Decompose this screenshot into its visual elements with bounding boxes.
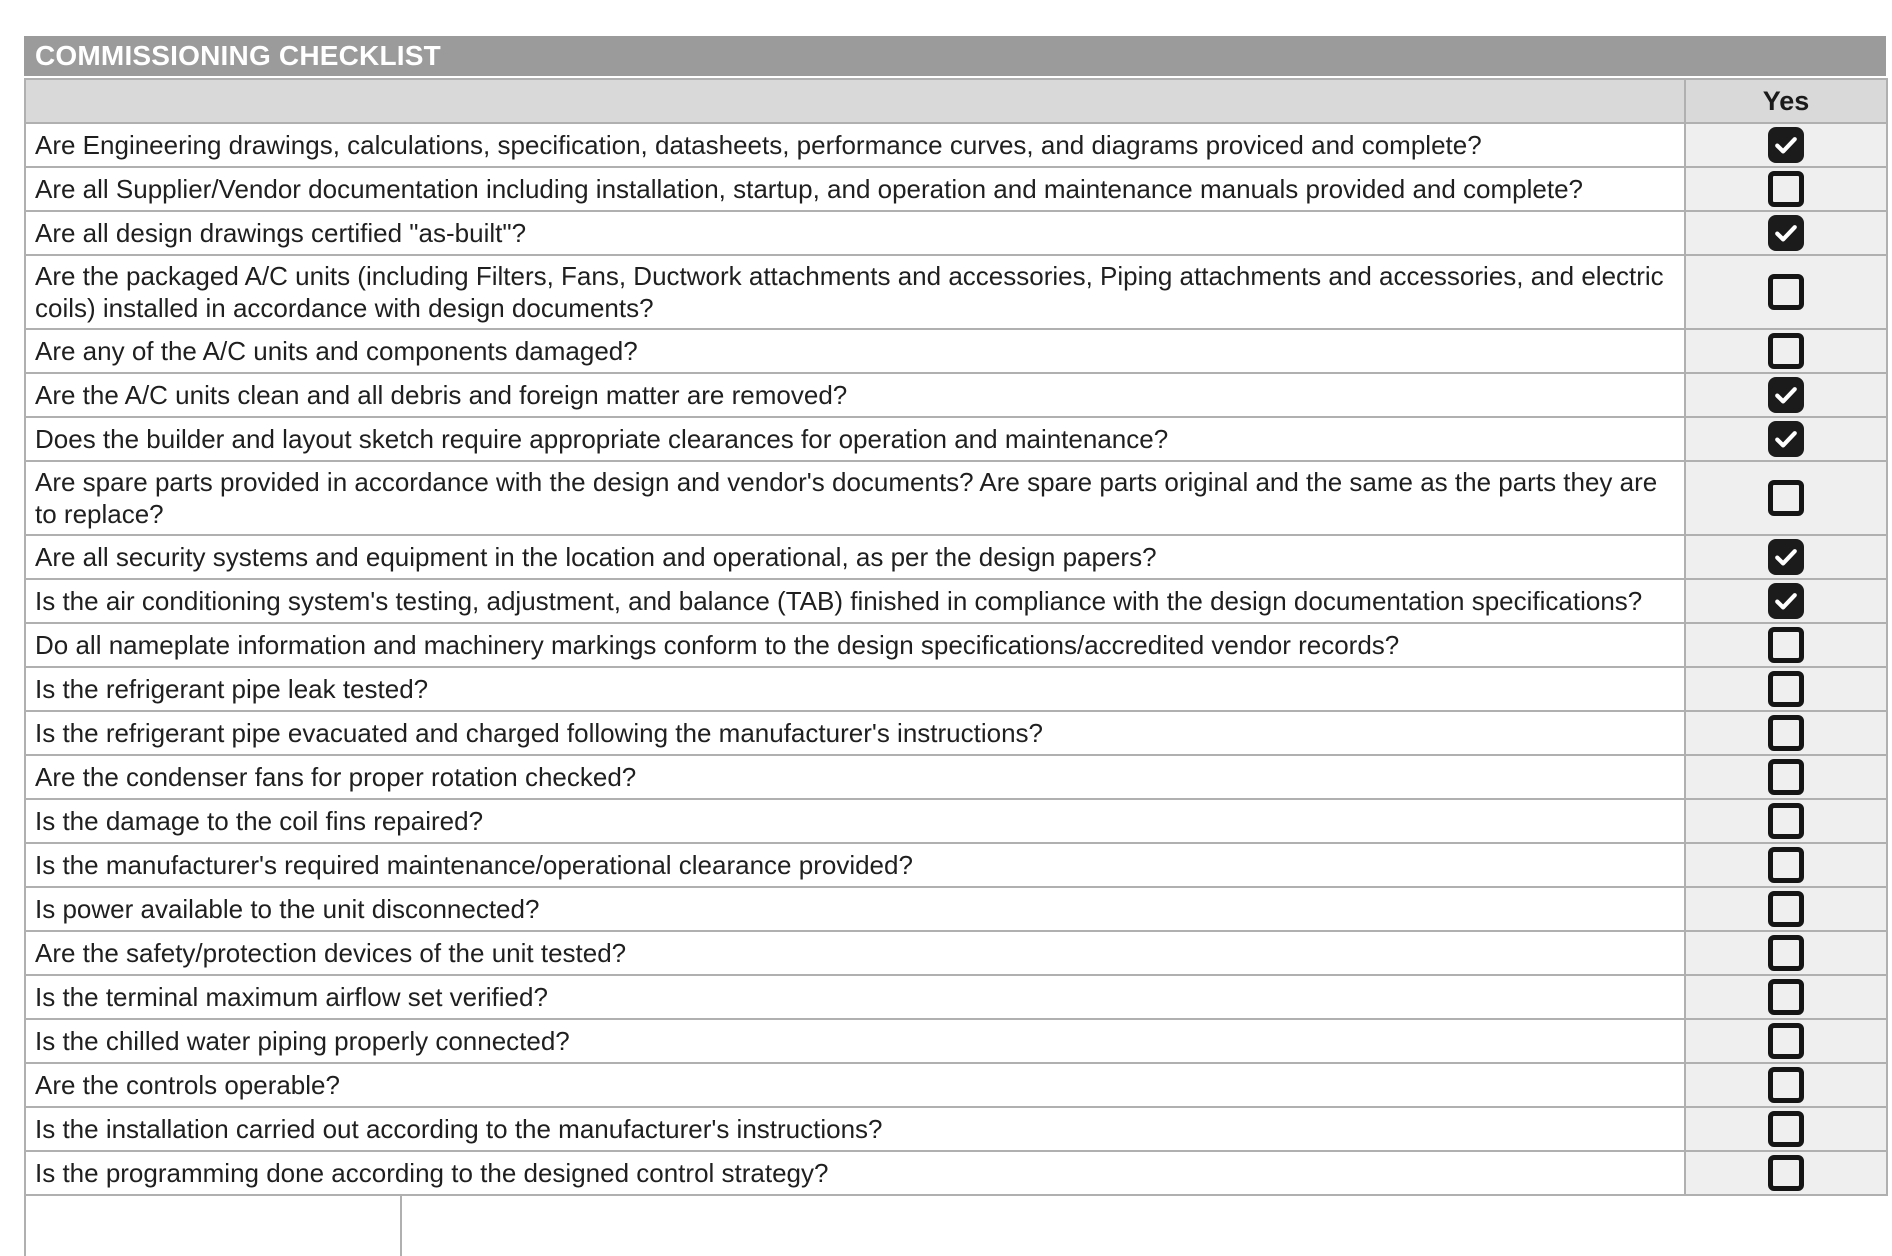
yes-cell: [1685, 535, 1887, 579]
cell-divider: [400, 1196, 402, 1256]
question-cell: Do all nameplate information and machinery markings conform to the design specifications/accredited vendor records?: [25, 623, 1685, 667]
question-cell: Is the programming done according to the designed control strategy?: [25, 1151, 1685, 1195]
checklist-row: [25, 329, 1887, 373]
question-cell: Are the controls operable?: [25, 1063, 1685, 1107]
yes-checkbox[interactable]: [1768, 891, 1804, 927]
yes-cell: [1685, 1107, 1887, 1151]
yes-cell: [1685, 211, 1887, 255]
yes-checkbox[interactable]: [1768, 803, 1804, 839]
yes-cell: [1685, 667, 1887, 711]
table-title-bar: [24, 36, 1886, 78]
checklist-row: [25, 1107, 1887, 1151]
checklist-body: [25, 123, 1887, 1195]
yes-checkbox[interactable]: [1768, 979, 1804, 1015]
checklist-row: [25, 799, 1887, 843]
yes-cell: [1685, 975, 1887, 1019]
checklist-row: [25, 579, 1887, 623]
yes-checkbox[interactable]: [1768, 1023, 1804, 1059]
column-header-yes: Yes: [1685, 79, 1887, 123]
yes-cell: [1685, 843, 1887, 887]
yes-checkbox[interactable]: [1768, 759, 1804, 795]
yes-checkbox[interactable]: [1768, 1067, 1804, 1103]
checklist-table: [24, 78, 1888, 1196]
yes-cell: [1685, 255, 1887, 329]
question-cell: Are the A/C units clean and all debris and foreign matter are removed?: [25, 373, 1685, 417]
yes-cell: [1685, 711, 1887, 755]
checklist-row: [25, 711, 1887, 755]
checklist-row: [25, 123, 1887, 167]
checklist-row: [25, 755, 1887, 799]
yes-checkbox[interactable]: [1768, 1111, 1804, 1147]
yes-cell: [1685, 167, 1887, 211]
question-cell: Are Engineering drawings, calculations, specification, datasheets, performance curves, and diagrams proviced and complete?: [25, 123, 1685, 167]
yes-checkbox[interactable]: [1768, 274, 1804, 310]
question-cell: Are the condenser fans for proper rotation checked?: [25, 755, 1685, 799]
question-cell: Are all design drawings certified "as-built"?: [25, 211, 1685, 255]
checkmark-icon: [1772, 425, 1800, 453]
yes-checkbox[interactable]: [1768, 847, 1804, 883]
question-cell: Are the safety/protection devices of the unit tested?: [25, 931, 1685, 975]
yes-checkbox[interactable]: [1768, 171, 1804, 207]
yes-cell: [1685, 623, 1887, 667]
question-cell: Are the packaged A/C units (including Filters, Fans, Ductwork attachments and accessories, Piping attachments and accessories, and electric coils) installed in accordance with design documents?: [25, 255, 1685, 329]
checklist-row: [25, 667, 1887, 711]
yes-checkbox[interactable]: [1768, 583, 1804, 619]
yes-cell: [1685, 417, 1887, 461]
question-cell: Is the chilled water piping properly connected?: [25, 1019, 1685, 1063]
question-cell: Is the manufacturer's required maintenance/operational clearance provided?: [25, 843, 1685, 887]
question-cell: Is the air conditioning system's testing, adjustment, and balance (TAB) finished in compliance with the design documentation specifications?: [25, 579, 1685, 623]
partial-next-row: [24, 1196, 1886, 1256]
yes-cell: [1685, 799, 1887, 843]
header-empty-cell: [25, 79, 1685, 123]
checkmark-icon: [1772, 543, 1800, 571]
checkmark-icon: [1772, 219, 1800, 247]
question-cell: Are all Supplier/Vendor documentation including installation, startup, and operation and maintenance manuals provided and complete?: [25, 167, 1685, 211]
checklist-row: [25, 417, 1887, 461]
question-cell: Is the damage to the coil fins repaired?: [25, 799, 1685, 843]
checklist-row: [25, 167, 1887, 211]
checkmark-icon: [1772, 587, 1800, 615]
yes-checkbox[interactable]: [1768, 1155, 1804, 1191]
table-title: COMMISSIONING CHECKLIST: [35, 40, 441, 71]
yes-checkbox[interactable]: [1768, 935, 1804, 971]
checklist-row: [25, 843, 1887, 887]
question-cell: Are all security systems and equipment in the location and operational, as per the design papers?: [25, 535, 1685, 579]
question-cell: Does the builder and layout sketch require appropriate clearances for operation and maintenance?: [25, 417, 1685, 461]
checklist-row: [25, 461, 1887, 535]
checklist-row: [25, 975, 1887, 1019]
checklist-row: [25, 887, 1887, 931]
yes-checkbox[interactable]: [1768, 215, 1804, 251]
checkmark-icon: [1772, 131, 1800, 159]
checklist-row: [25, 1063, 1887, 1107]
question-cell: Is the installation carried out according to the manufacturer's instructions?: [25, 1107, 1685, 1151]
checklist-row: [25, 211, 1887, 255]
yes-checkbox[interactable]: [1768, 480, 1804, 516]
question-cell: Is the terminal maximum airflow set verified?: [25, 975, 1685, 1019]
checklist-row: [25, 535, 1887, 579]
yes-cell: [1685, 1151, 1887, 1195]
checkmark-icon: [1772, 381, 1800, 409]
yes-checkbox[interactable]: [1768, 333, 1804, 369]
yes-cell: [1685, 123, 1887, 167]
yes-checkbox[interactable]: [1768, 127, 1804, 163]
yes-checkbox[interactable]: [1768, 421, 1804, 457]
yes-cell: [1685, 373, 1887, 417]
yes-cell: [1685, 1063, 1887, 1107]
question-cell: Are spare parts provided in accordance with the design and vendor's documents? Are spare parts original and the same as the parts they are to replace?: [25, 461, 1685, 535]
checklist-row: [25, 623, 1887, 667]
yes-checkbox[interactable]: [1768, 539, 1804, 575]
yes-checkbox[interactable]: [1768, 671, 1804, 707]
checklist-row: [25, 1151, 1887, 1195]
yes-cell: [1685, 461, 1887, 535]
yes-cell: [1685, 931, 1887, 975]
header-row: [25, 79, 1887, 123]
question-cell: Are any of the A/C units and components damaged?: [25, 329, 1685, 373]
checklist-row: [25, 255, 1887, 329]
yes-cell: [1685, 887, 1887, 931]
yes-cell: [1685, 329, 1887, 373]
checklist-row: [25, 1019, 1887, 1063]
yes-cell: [1685, 1019, 1887, 1063]
question-cell: Is the refrigerant pipe evacuated and charged following the manufacturer's instructions?: [25, 711, 1685, 755]
yes-checkbox[interactable]: [1768, 377, 1804, 413]
yes-cell: [1685, 579, 1887, 623]
commissioning-checklist: [24, 36, 1886, 1256]
yes-checkbox[interactable]: [1768, 715, 1804, 751]
question-cell: Is the refrigerant pipe leak tested?: [25, 667, 1685, 711]
question-cell: Is power available to the unit disconnected?: [25, 887, 1685, 931]
checklist-row: [25, 931, 1887, 975]
yes-cell: [1685, 755, 1887, 799]
checklist-row: [25, 373, 1887, 417]
yes-checkbox[interactable]: [1768, 627, 1804, 663]
